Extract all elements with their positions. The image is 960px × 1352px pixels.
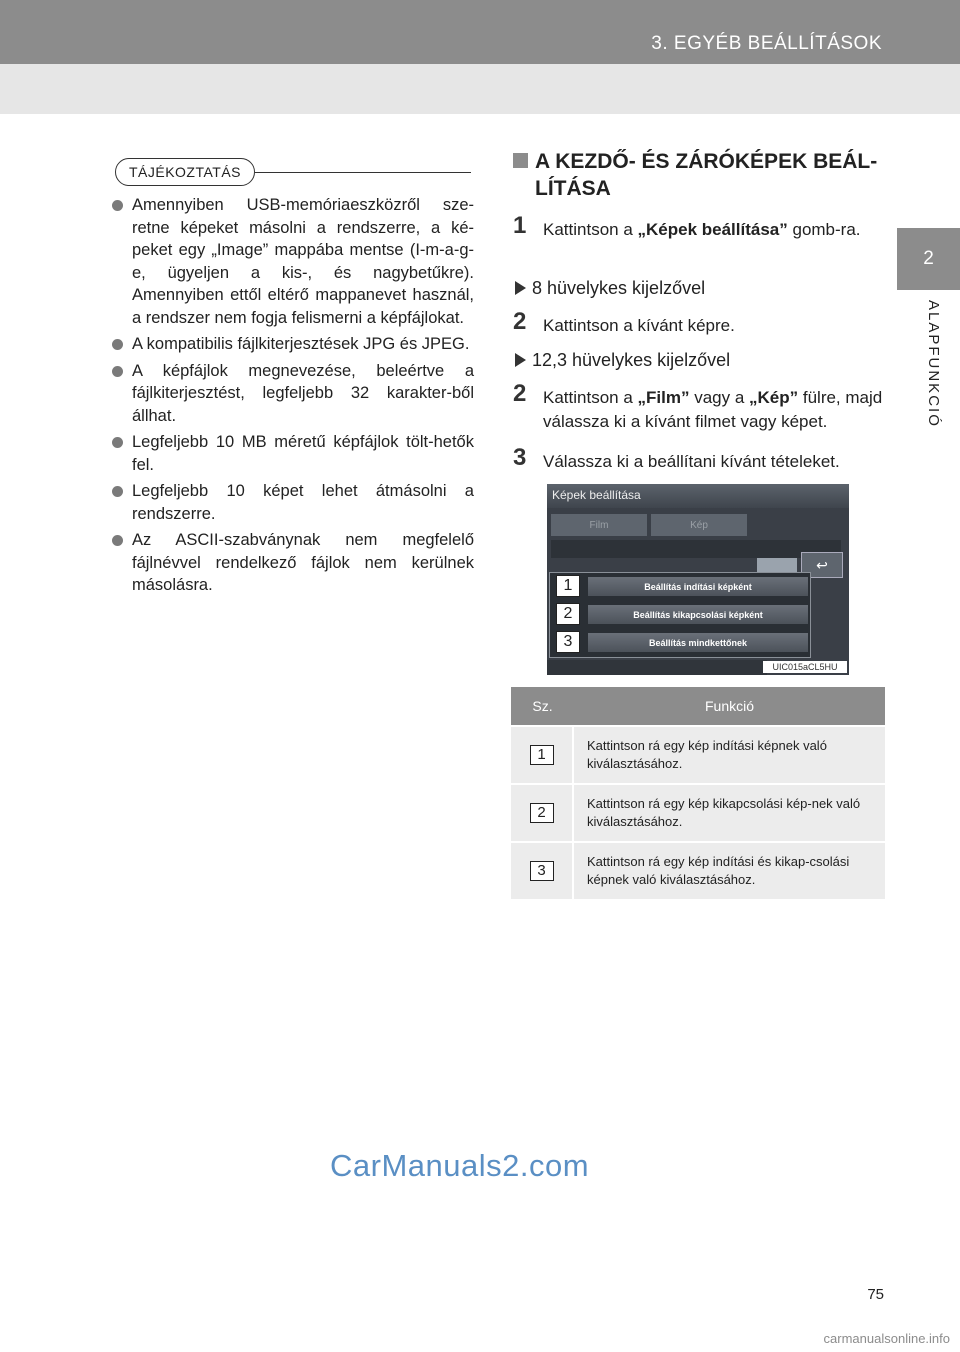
option-off-image-button[interactable]: Beállítás kikapcsolási képként bbox=[588, 605, 808, 624]
bullet-dot-icon bbox=[112, 437, 123, 448]
header-subband bbox=[0, 64, 960, 114]
bullet-item: Amennyiben USB-memóriaeszközről sze-retne képeket másolni a rendszerre, a ké-peket egy „Image” mappába mentse (I-m-a-g-e, ügyeljen a kis-, és nagybetűkre). Amennyiben ettől eltérő mappanevet használ, a rendszer nem fogja felismerni a képfájlokat. bbox=[112, 194, 474, 329]
option-both-button[interactable]: Beállítás mindkettőnek bbox=[588, 633, 808, 652]
row-description: Kattintson rá egy kép indítási és kikap-csolási képnek való kiválasztásához. bbox=[574, 841, 885, 899]
step-2a: 2 Kattintson a kívánt képre. bbox=[513, 308, 735, 335]
table-row bbox=[511, 725, 885, 783]
row-number-badge: 1 bbox=[530, 745, 554, 765]
square-bullet-icon bbox=[513, 153, 528, 168]
display-12inch-note: 12,3 hüvelykes kijelzővel bbox=[515, 350, 730, 371]
option-start-image-button[interactable]: Beállítás indítási képként bbox=[588, 577, 808, 596]
bullet-item: Legfeljebb 10 képet lehet átmásolni a rendszerre. bbox=[112, 480, 474, 525]
callout-2: 2 bbox=[556, 603, 580, 625]
section-heading: A KEZDŐ- ÉS ZÁRÓKÉPEK BEÁL- LÍTÁSA bbox=[513, 148, 888, 202]
footer-watermark: carmanualsonline.info bbox=[823, 1331, 950, 1346]
table-row bbox=[511, 841, 885, 899]
arrow-right-icon bbox=[515, 353, 526, 367]
row-description: Kattintson rá egy kép kikapcsolási kép-nek való kiválasztásához. bbox=[574, 783, 885, 841]
bullet-dot-icon bbox=[112, 366, 123, 377]
bullet-item: A képfájlok megnevezése, beleértve a fájlkiterjesztést, legfeljebb 32 karakter-ből állhat. bbox=[112, 360, 474, 428]
screen-tab-row bbox=[551, 514, 747, 536]
chapter-tab: 2 bbox=[897, 228, 960, 290]
arrow-right-icon bbox=[515, 281, 526, 295]
screen-bottom-strip bbox=[547, 660, 767, 675]
bullet-item: Az ASCII-szabványnak nem megfelelő fájlnévvel rendelkező fájlok nem kerülnek másolásra. bbox=[112, 529, 474, 597]
chapter-side-label: ALAPFUNKCIÓ bbox=[925, 300, 942, 428]
step-2b: 2 Kattintson a „Film” vagy a „Kép” fülre, majd válassza ki a kívánt filmet vagy képet. bbox=[513, 380, 883, 431]
step-1: 1 Kattintson a „Képek beállítása” gomb-ra. bbox=[513, 212, 861, 239]
bullet-dot-icon bbox=[112, 200, 123, 211]
screen-thumbnail-row bbox=[551, 540, 841, 558]
watermark: CarManuals2.com bbox=[330, 1148, 590, 1183]
tab-film[interactable]: Film bbox=[551, 514, 647, 536]
bullet-dot-icon bbox=[112, 535, 123, 546]
bullet-dot-icon bbox=[112, 339, 123, 350]
table-row bbox=[511, 783, 885, 841]
info-pill: TÁJÉKOZTATÁS bbox=[115, 158, 255, 186]
step-3: 3 Válassza ki a beállítani kívánt tételeket. bbox=[513, 444, 840, 471]
display-8inch-note: 8 hüvelykes kijelzővel bbox=[515, 278, 705, 299]
tab-kep[interactable]: Kép bbox=[651, 514, 747, 536]
figure-code: UIC015aCL5HU bbox=[763, 661, 847, 673]
infotainment-screenshot bbox=[547, 484, 849, 675]
table-header-num: Sz. bbox=[511, 687, 574, 725]
back-button[interactable]: ↩ bbox=[801, 552, 843, 578]
table-header-function: Funkció bbox=[574, 687, 885, 725]
row-number-badge: 3 bbox=[530, 861, 554, 881]
option-panel bbox=[549, 572, 811, 658]
page-number: 75 bbox=[867, 1286, 884, 1303]
bullet-item: A kompatibilis fájlkiterjesztések JPG és JPEG. bbox=[112, 333, 474, 356]
bullet-item: Legfeljebb 10 MB méretű képfájlok tölt-hetők fel. bbox=[112, 431, 474, 476]
chapter-title: 3. EGYÉB BEÁLLÍTÁSOK bbox=[651, 33, 882, 54]
row-number-badge: 2 bbox=[530, 803, 554, 823]
bullet-dot-icon bbox=[112, 486, 123, 497]
screen-title: Képek beállítása bbox=[552, 488, 641, 502]
callout-3: 3 bbox=[556, 631, 580, 653]
info-divider bbox=[255, 172, 471, 173]
header-band bbox=[0, 0, 960, 64]
row-description: Kattintson rá egy kép indítási képnek való kiválasztásához. bbox=[574, 725, 885, 783]
info-bullet-list bbox=[112, 194, 474, 601]
function-table bbox=[511, 687, 885, 899]
callout-1: 1 bbox=[556, 575, 580, 597]
